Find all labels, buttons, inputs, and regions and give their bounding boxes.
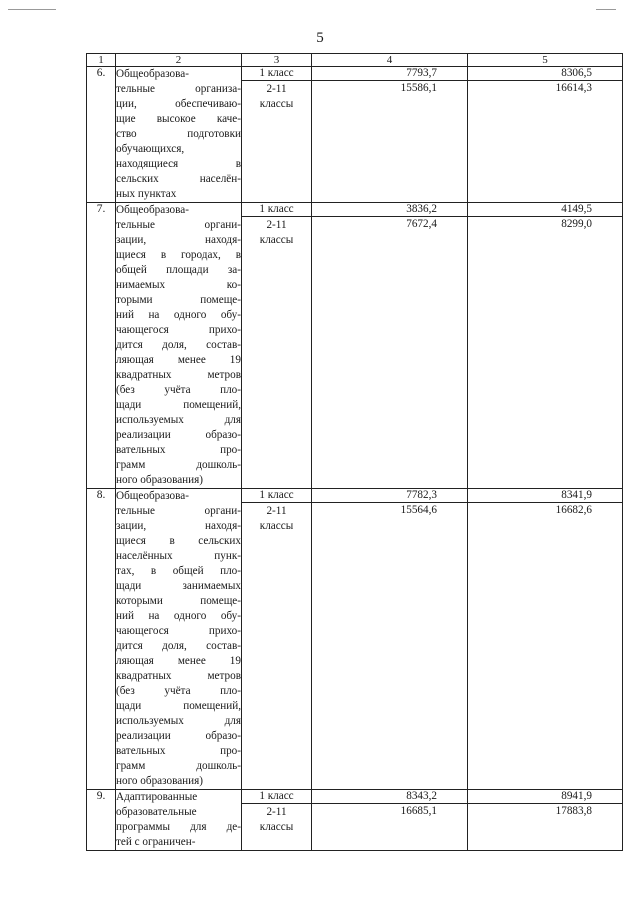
table-row — [87, 67, 623, 203]
description-line: чающегося прихо- — [116, 625, 241, 637]
value-col4-cell — [312, 67, 468, 203]
description-line: ного образования) — [116, 474, 204, 486]
description-line: населённых пунк- — [116, 550, 241, 562]
description-line: квадратных метров — [116, 670, 241, 682]
description-line: зации, находя- — [116, 520, 241, 532]
page-number: 5 — [316, 30, 324, 46]
description-line: ний на одного обу- — [116, 309, 241, 321]
description-line: (без учёта пло- — [116, 384, 241, 396]
column-header: 2 — [116, 54, 242, 67]
organization-description — [116, 489, 242, 790]
value-col4-cell — [312, 790, 468, 851]
value-col4-cell — [312, 489, 468, 790]
description-line: (без учёта пло- — [116, 685, 241, 697]
row-number: 6. — [87, 67, 116, 203]
description-line: тах, в общей пло- — [116, 565, 241, 577]
description-line: Общеобразова- — [116, 204, 189, 216]
organization-description — [116, 203, 242, 489]
value-col4-other-classes: 15586,1 — [400, 82, 437, 94]
description-line: чающегося прихо- — [116, 324, 241, 336]
column-header: 4 — [312, 54, 468, 67]
value-col4-other-classes: 16685,1 — [400, 805, 437, 817]
table-row — [87, 489, 623, 790]
description-line: ных пунктах — [116, 188, 177, 200]
description-line: обучающихся, — [116, 143, 185, 155]
description-line: ляющая менее 19 — [116, 655, 241, 667]
description-line: грамм дошколь- — [116, 760, 241, 772]
description-line: щади занимаемых — [116, 580, 241, 592]
description-line: используемых для — [116, 414, 241, 426]
value-col5-first-class: 4149,5 — [468, 203, 622, 217]
class-group-other-classes: 2-11 классы — [259, 219, 294, 246]
description-line: реализации образо- — [116, 429, 241, 441]
description-line: реализации образо- — [116, 730, 241, 742]
description-line: программы для де- — [116, 821, 241, 833]
description-line: Адаптированные — [116, 791, 198, 803]
class-group-cell — [242, 790, 312, 851]
value-col5-other-classes: 16614,3 — [555, 82, 592, 94]
class-group-cell — [242, 203, 312, 489]
description-line: находящиеся в — [116, 158, 241, 170]
value-col5-other-classes: 17883,8 — [555, 805, 592, 817]
value-col5-first-class: 8306,5 — [468, 67, 622, 81]
class-group-other-classes: 2-11 классы — [259, 806, 294, 833]
value-col5-cell — [468, 790, 623, 851]
description-line: сельских населён- — [116, 173, 241, 185]
value-col4-other-classes: 15564,6 — [400, 504, 437, 516]
description-line: дится доля, состав- — [116, 640, 241, 652]
table-row — [87, 790, 623, 851]
description-line: ного образования) — [116, 775, 204, 787]
class-group-cell — [242, 67, 312, 203]
description-line: вательных про- — [116, 444, 241, 456]
value-col4-first-class: 3836,2 — [312, 203, 467, 217]
value-col5-first-class: 8341,9 — [468, 489, 622, 503]
description-line: щади помещений, — [116, 399, 241, 411]
description-line: тельные органи- — [116, 505, 241, 517]
description-line: ляющая менее 19 — [116, 354, 241, 366]
description-line: образовательные — [116, 806, 197, 818]
value-col4-cell — [312, 203, 468, 489]
description-line: щие высокое каче- — [116, 113, 241, 125]
description-line: тельные органи- — [116, 219, 241, 231]
column-header: 1 — [87, 54, 116, 67]
class-group-first-class: 1 класс — [242, 67, 311, 81]
column-header: 3 — [242, 54, 312, 67]
value-col4-first-class: 7793,7 — [312, 67, 467, 81]
tariff-table — [86, 53, 623, 851]
class-group-other-classes: 2-11 классы — [259, 505, 294, 532]
description-line: тельные организа- — [116, 83, 241, 95]
value-col5-cell — [468, 67, 623, 203]
description-line: вательных про- — [116, 745, 241, 757]
value-col5-other-classes: 16682,6 — [555, 504, 592, 516]
description-line: грамм дошколь- — [116, 459, 241, 471]
description-line: щади помещений, — [116, 700, 241, 712]
scan-mark — [596, 9, 616, 10]
class-group-first-class: 1 класс — [242, 203, 311, 217]
organization-description — [116, 67, 242, 203]
organization-description — [116, 790, 242, 851]
table-header-row — [87, 54, 623, 67]
row-number: 7. — [87, 203, 116, 489]
class-group-first-class: 1 класс — [242, 790, 311, 804]
row-number: 9. — [87, 790, 116, 851]
description-line: Общеобразова- — [116, 490, 189, 502]
description-line: используемых для — [116, 715, 241, 727]
value-col5-cell — [468, 203, 623, 489]
value-col5-first-class: 8941,9 — [468, 790, 622, 804]
row-number: 8. — [87, 489, 116, 790]
value-col5-other-classes: 8299,0 — [561, 218, 592, 230]
class-group-cell — [242, 489, 312, 790]
description-line: щиеся в городах, в — [116, 249, 241, 261]
class-group-other-classes: 2-11 классы — [259, 83, 294, 110]
table-row — [87, 203, 623, 489]
description-line: торыми помеще- — [116, 294, 241, 306]
value-col5-cell — [468, 489, 623, 790]
description-line: Общеобразова- — [116, 68, 189, 80]
description-line: ство подготовки — [116, 128, 241, 140]
description-line: зации, находя- — [116, 234, 241, 246]
scan-mark — [8, 9, 56, 10]
description-line: квадратных метров — [116, 369, 241, 381]
description-line: ний на одного обу- — [116, 610, 241, 622]
description-line: тей с ограничен- — [116, 836, 196, 848]
description-line: дится доля, состав- — [116, 339, 241, 351]
class-group-first-class: 1 класс — [242, 489, 311, 503]
value-col4-first-class: 8343,2 — [312, 790, 467, 804]
description-line: щиеся в сельских — [116, 535, 241, 547]
description-line: которыми помеще- — [116, 595, 241, 607]
value-col4-first-class: 7782,3 — [312, 489, 467, 503]
value-col4-other-classes: 7672,4 — [406, 218, 437, 230]
description-line: общей площади за- — [116, 264, 241, 276]
column-header: 5 — [468, 54, 623, 67]
description-line: ции, обеспечиваю- — [116, 98, 241, 110]
description-line: нимаемых ко- — [116, 279, 241, 291]
